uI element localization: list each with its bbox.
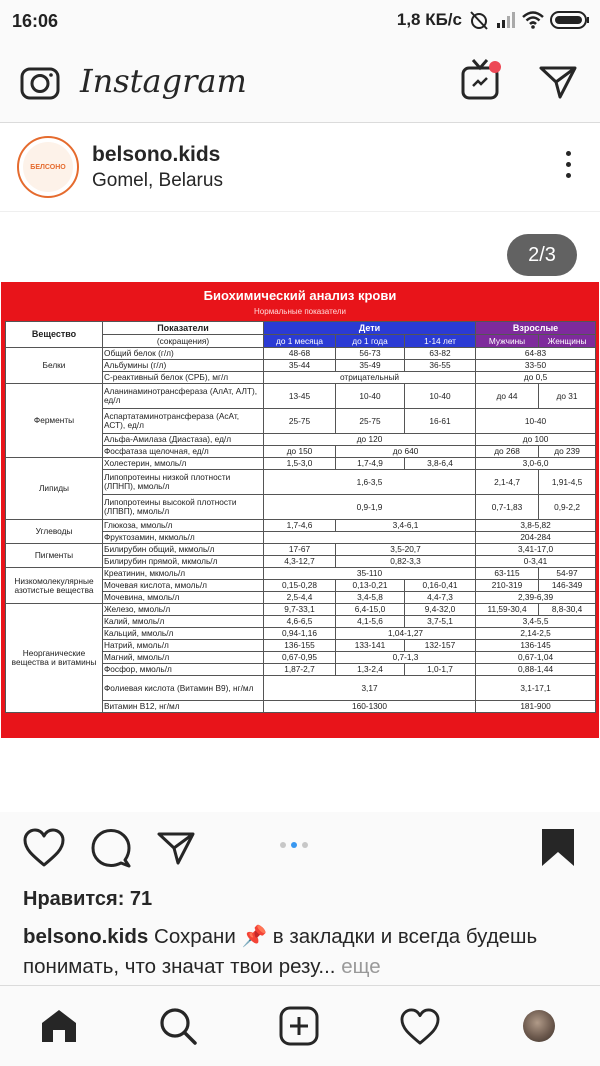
cell: 133-141 — [336, 640, 405, 652]
cell: до 268 — [476, 446, 539, 458]
row-label: Альфа-Амилаза (Диастаза), ед/л — [103, 434, 264, 446]
caption-username[interactable]: belsono.kids — [23, 925, 149, 948]
row-label: Общий белок (г/л) — [103, 348, 264, 360]
caption-more-link[interactable]: еще — [341, 955, 381, 978]
group-lipids: Липиды — [6, 458, 103, 520]
row-label: Магний, ммоль/л — [103, 652, 264, 664]
cell: 35-44 — [264, 360, 336, 372]
row-label: Фолиевая кислота (Витамин В9), нг/мл — [103, 676, 264, 701]
header-kids: Дети — [264, 322, 476, 335]
cell: 1,3-2,4 — [336, 664, 405, 676]
cell: 4,6-6,5 — [264, 616, 336, 628]
cell: 0,9-2,2 — [539, 495, 596, 520]
header-adults: Взрослые — [476, 322, 596, 335]
cell: 25-75 — [264, 409, 336, 434]
cell: 2,14-2,5 — [476, 628, 596, 640]
post-header — [0, 123, 600, 212]
status-bar — [0, 0, 600, 42]
row-label: Фосфатаза щелочная, ед/л — [103, 446, 264, 458]
cell: 1,91-4,5 — [539, 470, 596, 495]
app-header — [0, 42, 600, 123]
cell: до 44 — [476, 384, 539, 409]
group-enzymes: Ферменты — [6, 384, 103, 458]
row-label: Аланинаминотрансфераза (АлАт, АЛТ), ед/л — [103, 384, 264, 409]
cell: 0,13-0,21 — [336, 580, 405, 592]
cell: отрицательный — [264, 372, 476, 384]
sheet-title: Биохимический анализ крови — [203, 288, 397, 303]
header-indicators: Показатели — [103, 322, 264, 335]
cell: 204-284 — [476, 532, 596, 544]
likes-count[interactable]: Нравится: 71 — [23, 888, 153, 910]
direct-message-icon[interactable] — [538, 64, 578, 100]
post-username[interactable]: belsono.kids — [92, 143, 221, 166]
post-author-avatar[interactable] — [17, 136, 79, 198]
group-carbs: Углеводы — [6, 520, 103, 544]
cell: 8,8-30,4 — [539, 604, 596, 616]
profile-avatar[interactable] — [523, 1010, 555, 1042]
cell: 35-49 — [336, 360, 405, 372]
cell: 3,0-6,0 — [476, 458, 596, 470]
header-substance: Вещество — [6, 322, 103, 348]
cell: 36-55 — [405, 360, 476, 372]
igtv-icon[interactable] — [460, 58, 504, 100]
cell: до 100 — [476, 434, 596, 446]
blood-test-image — [1, 282, 599, 738]
cell: 2,5-4,4 — [264, 592, 336, 604]
row-label: Липопротеины высокой плотности (ЛПВП), ммоль/л — [103, 495, 264, 520]
cell: 136-145 — [476, 640, 596, 652]
row-label: Железо, ммоль/л — [103, 604, 264, 616]
carousel-dot — [280, 842, 286, 848]
cell: 54-97 — [539, 568, 596, 580]
cell: 0,9-1,9 — [264, 495, 476, 520]
cell: 3,1-17,1 — [476, 676, 596, 701]
carousel-counter: 2/3 — [507, 234, 577, 276]
header-kids-14y: 1-14 лет — [405, 335, 476, 348]
cell: 63-115 — [476, 568, 539, 580]
like-heart-icon[interactable] — [22, 828, 66, 868]
share-icon[interactable] — [156, 830, 196, 866]
wifi-icon — [522, 11, 544, 29]
carousel-indicator — [280, 842, 308, 848]
cell: 3,17 — [264, 676, 476, 701]
post-location[interactable]: Gomel, Belarus — [92, 170, 223, 191]
header-men: Мужчины — [476, 335, 539, 348]
row-label: Фруктозамин, мкмоль/л — [103, 532, 264, 544]
battery-icon — [550, 10, 590, 30]
header-kids-1y: до 1 года — [336, 335, 405, 348]
cell: 0,88-1,44 — [476, 664, 596, 676]
cell: 10-40 — [476, 409, 596, 434]
carousel-dot-active — [291, 842, 297, 848]
cell: 0,7-1,83 — [476, 495, 539, 520]
cell: 3,7-5,1 — [405, 616, 476, 628]
cell: 3,4-5,8 — [336, 592, 405, 604]
cell: 146-349 — [539, 580, 596, 592]
cell: 6,4-15,0 — [336, 604, 405, 616]
cell: 13-45 — [264, 384, 336, 409]
cell: 9,7-33,1 — [264, 604, 336, 616]
camera-icon[interactable] — [20, 64, 60, 100]
cell: 3,4-6,1 — [336, 520, 476, 532]
cell: 0,94-1,16 — [264, 628, 336, 640]
cell: 160-1300 — [264, 701, 476, 713]
cell: 11,59-30,4 — [476, 604, 539, 616]
cell: 64-83 — [476, 348, 596, 360]
alarm-off-icon — [468, 10, 490, 30]
cell: 1,87-2,7 — [264, 664, 336, 676]
cell: 4,3-12,7 — [264, 556, 336, 568]
cell: до 31 — [539, 384, 596, 409]
cell: 210-319 — [476, 580, 539, 592]
cell: 33-50 — [476, 360, 596, 372]
more-options-icon[interactable] — [566, 151, 572, 184]
cell: 35-110 — [264, 568, 476, 580]
status-time: 16:06 — [12, 11, 59, 31]
cell: 0,67-0,95 — [264, 652, 336, 664]
cell: 0,16-0,41 — [405, 580, 476, 592]
header-indicators-sub: (сокращения) — [103, 335, 264, 348]
bottom-navigation — [0, 985, 600, 1066]
row-label: Мочевина, ммоль/л — [103, 592, 264, 604]
caption-text: Сохрани 📌 в закладки и всегда будешь понимать, что значат твои резу... — [23, 925, 538, 978]
row-label: Калий, ммоль/л — [103, 616, 264, 628]
row-label: Фосфор, ммоль/л — [103, 664, 264, 676]
search-icon[interactable] — [158, 1006, 198, 1046]
row-label: Липопротеины низкой плотности (ЛПНП), ммоль/л — [103, 470, 264, 495]
cell: 2,1-4,7 — [476, 470, 539, 495]
cell: 3,4-5,5 — [476, 616, 596, 628]
cell: 1,5-3,0 — [264, 458, 336, 470]
network-speed: 1,8 КБ/с — [396, 10, 462, 29]
cell: 16-61 — [405, 409, 476, 434]
cell: 56-73 — [336, 348, 405, 360]
sheet-subtitle: Нормальные показатели — [254, 307, 346, 316]
row-label: Глюкоза, ммоль/л — [103, 520, 264, 532]
home-icon[interactable] — [40, 1008, 78, 1044]
cell: 3,5-20,7 — [336, 544, 476, 556]
row-label: Натрий, ммоль/л — [103, 640, 264, 652]
status-indicators — [397, 10, 590, 30]
carousel-dot — [302, 842, 308, 848]
cell: 0,7-1,3 — [336, 652, 476, 664]
group-nitrogen: Низкомолекулярные азотистые вещества — [6, 568, 103, 604]
row-label: Креатинин, мкмоль/л — [103, 568, 264, 580]
row-label: Аспартатаминотрансфераза (АсАт, АСТ), ед/л — [103, 409, 264, 434]
row-label: Билирубин общий, мкмоль/л — [103, 544, 264, 556]
cell: 0,82-3,3 — [336, 556, 476, 568]
cell: до 0,5 — [476, 372, 596, 384]
cell: 4,1-5,6 — [336, 616, 405, 628]
row-label: Кальций, ммоль/л — [103, 628, 264, 640]
post-caption — [23, 922, 583, 982]
cell: 17-67 — [264, 544, 336, 556]
cell: 181-900 — [476, 701, 596, 713]
cell: 136-155 — [264, 640, 336, 652]
cell: до 150 — [264, 446, 336, 458]
cell: 4,4-7,3 — [405, 592, 476, 604]
cell: 0,67-1,04 — [476, 652, 596, 664]
app-logo: Instagram — [80, 62, 247, 100]
header-women: Женщины — [539, 335, 596, 348]
cell: 25-75 — [336, 409, 405, 434]
signal-icon — [496, 12, 516, 28]
cell: 0,15-0,28 — [264, 580, 336, 592]
cell: 1,0-1,7 — [405, 664, 476, 676]
group-pigments: Пигменты — [6, 544, 103, 568]
avatar-logo: БЕЛСОНО — [23, 142, 73, 192]
row-label: Билирубин прямой, мкмоль/л — [103, 556, 264, 568]
group-proteins: Белки — [6, 348, 103, 384]
cell — [264, 532, 476, 544]
group-inorganic: Неорганические вещества и витамины — [6, 604, 103, 713]
cell: 0-3,41 — [476, 556, 596, 568]
cell: 48-68 — [264, 348, 336, 360]
cell: до 640 — [336, 446, 476, 458]
cell: 132-157 — [405, 640, 476, 652]
cell: 1,04-1,27 — [336, 628, 476, 640]
cell: до 120 — [264, 434, 476, 446]
row-label: Холестерин, ммоль/л — [103, 458, 264, 470]
row-label: Витамин В12, нг/мл — [103, 701, 264, 713]
comment-icon[interactable] — [90, 828, 132, 868]
cell: 3,41-17,0 — [476, 544, 596, 556]
reference-table — [5, 321, 596, 713]
cell: 1,7-4,9 — [336, 458, 405, 470]
cell: до 239 — [539, 446, 596, 458]
header-kids-1m: до 1 месяца — [264, 335, 336, 348]
cell: 9,4-32,0 — [405, 604, 476, 616]
bookmark-saved-icon[interactable] — [540, 828, 576, 868]
cell: 3,8-6,4 — [405, 458, 476, 470]
cell: 10-40 — [336, 384, 405, 409]
cell: 10-40 — [405, 384, 476, 409]
cell: 2,39-6,39 — [476, 592, 596, 604]
row-label: С-реактивный белок (СРБ), мг/л — [103, 372, 264, 384]
cell: 1,7-4,6 — [264, 520, 336, 532]
activity-heart-icon[interactable] — [399, 1008, 441, 1046]
cell: 1,6-3,5 — [264, 470, 476, 495]
post-actions — [0, 812, 600, 884]
row-label: Альбумины (г/л) — [103, 360, 264, 372]
cell: 3,8-5,82 — [476, 520, 596, 532]
row-label: Мочевая кислота, ммоль/л — [103, 580, 264, 592]
cell: 63-82 — [405, 348, 476, 360]
new-post-icon[interactable] — [279, 1006, 319, 1046]
